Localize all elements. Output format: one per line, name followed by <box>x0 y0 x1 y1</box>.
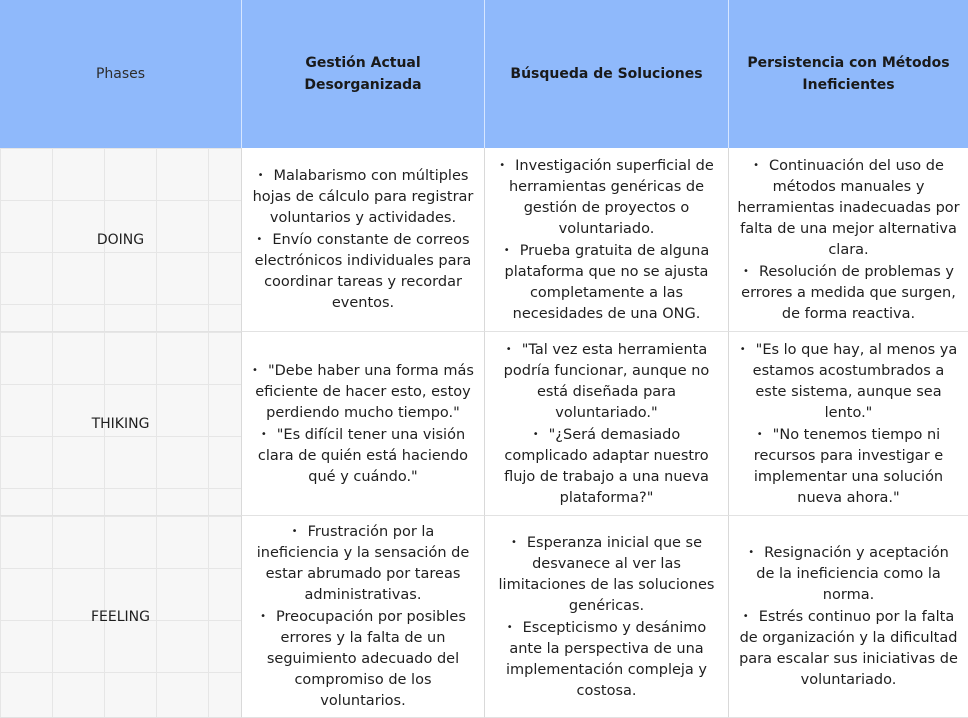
cell-thinking-phase-1 <box>242 332 485 516</box>
bullet-list <box>737 155 960 325</box>
list-item: • "Es lo que hay, al menos ya estamos acostumbrados a este sistema, aunque sea lento." <box>737 339 960 424</box>
bullet-list <box>737 542 960 691</box>
list-item: • Investigación superficial de herramientas genéricas de gestión de proyectos o voluntariado. <box>493 155 720 240</box>
bullet-list <box>493 532 720 702</box>
bullet-list <box>493 339 720 509</box>
cell-doing-phase-3 <box>729 148 968 332</box>
list-item: • Estrés continuo por la falta de organización y la dificultad para escalar sus iniciativas de voluntariado. <box>737 606 960 691</box>
phases-header-label: Phases <box>0 0 242 148</box>
cell-feeling-phase-3 <box>729 516 968 718</box>
list-item: • "No tenemos tiempo ni recursos para investigar e implementar una solución nueva ahora." <box>737 424 960 509</box>
phase-header-2: Búsqueda de Soluciones <box>485 0 729 148</box>
bullet-list <box>250 360 476 488</box>
row-label-thinking: THIKING <box>0 332 242 516</box>
list-item: • Esperanza inicial que se desvanece al ver las limitaciones de las soluciones genéricas. <box>493 532 720 617</box>
cell-feeling-phase-1 <box>242 516 485 718</box>
bullet-list <box>250 521 476 712</box>
list-item: • Escepticismo y desánimo ante la perspectiva de una implementación compleja y costosa. <box>493 617 720 702</box>
cell-doing-phase-1 <box>242 148 485 332</box>
row-label-doing: DOING <box>0 148 242 332</box>
cell-feeling-phase-2 <box>485 516 729 718</box>
cell-doing-phase-2 <box>485 148 729 332</box>
cell-thinking-phase-3 <box>729 332 968 516</box>
phase-header-1: Gestión Actual Desorganizada <box>242 0 485 148</box>
list-item: • "Es difícil tener una visión clara de quién está haciendo qué y cuándo." <box>250 424 476 488</box>
cell-thinking-phase-2 <box>485 332 729 516</box>
list-item: • Envío constante de correos electrónicos individuales para coordinar tareas y recordar eventos. <box>250 229 476 314</box>
row-label-feeling: FEELING <box>0 516 242 718</box>
list-item: • Frustración por la ineficiencia y la sensación de estar abrumado por tareas administrativas. <box>250 521 476 606</box>
list-item: • Malabarismo con múltiples hojas de cálculo para registrar voluntarios y actividades. <box>250 165 476 229</box>
bullet-list <box>493 155 720 325</box>
list-item: • "¿Será demasiado complicado adaptar nuestro flujo de trabajo a una nueva plataforma?" <box>493 424 720 509</box>
list-item: • Resignación y aceptación de la ineficiencia como la norma. <box>737 542 960 606</box>
list-item: • Preocupación por posibles errores y la falta de un seguimiento adecuado del compromiso de los voluntarios. <box>250 606 476 712</box>
list-item: • Continuación del uso de métodos manuales y herramientas inadecuadas por falta de una mejor alternativa clara. <box>737 155 960 261</box>
phase-header-3: Persistencia con Métodos Ineficientes <box>729 0 968 148</box>
list-item: • Resolución de problemas y errores a medida que surgen, de forma reactiva. <box>737 261 960 325</box>
bullet-list <box>250 165 476 314</box>
list-item: • Prueba gratuita de alguna plataforma que no se ajusta completamente a las necesidades de una ONG. <box>493 240 720 325</box>
list-item: • "Debe haber una forma más eficiente de hacer esto, estoy perdiendo mucho tiempo." <box>250 360 476 424</box>
list-item: • "Tal vez esta herramienta podría funcionar, aunque no está diseñada para voluntariado." <box>493 339 720 424</box>
bullet-list <box>737 339 960 509</box>
